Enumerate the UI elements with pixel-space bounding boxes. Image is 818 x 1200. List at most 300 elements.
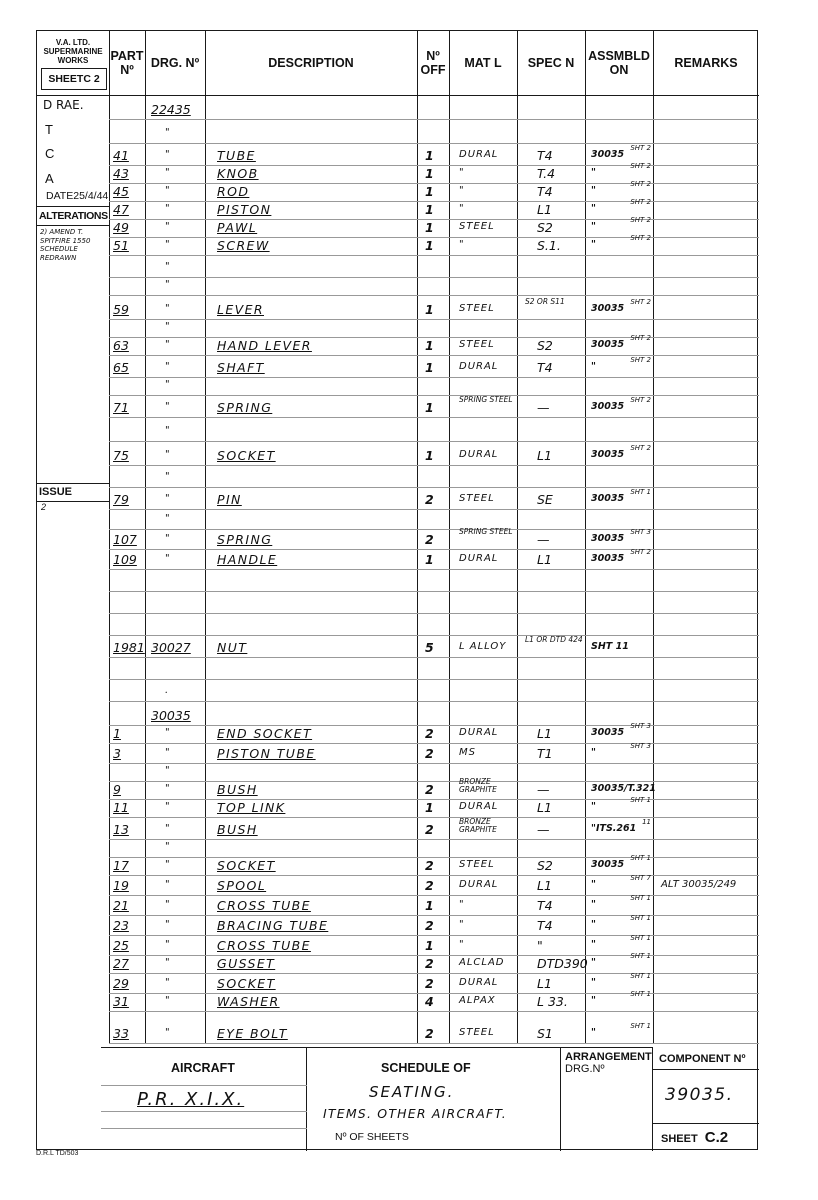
cell-sht: SHT 1 [630, 1022, 651, 1030]
header-no-off [417, 31, 449, 95]
cell-matl: DURAL [459, 879, 499, 890]
cell-drg: " [165, 361, 170, 372]
sidebar-drae: D RAE. [43, 98, 84, 112]
cell-part: 63 [113, 338, 129, 353]
cell-assm: " [591, 1027, 596, 1038]
cell-drg: " [165, 379, 170, 390]
cell-off: 2 [425, 782, 434, 797]
row-rule [109, 679, 759, 680]
cell-drg: " [165, 149, 170, 160]
cell-drg: " [165, 823, 170, 834]
cell-sht: SHT 3 [630, 742, 651, 750]
cell-off: 2 [425, 726, 434, 741]
cell-assm: " [591, 879, 596, 890]
cell-off: 2 [425, 858, 434, 873]
arrangement-line: DRG.Nº [565, 1063, 605, 1075]
cell-part: 71 [113, 400, 129, 415]
cell-drg: " [165, 957, 170, 968]
cell-matl: DURAL [459, 449, 499, 460]
cell-drg: " [165, 449, 170, 460]
cell-spec: S2 [537, 338, 553, 353]
footer-schedule-label: SCHEDULE OF [381, 1061, 471, 1075]
cell-part: 41 [113, 148, 129, 163]
sidebar-c: C [45, 146, 55, 161]
cell-off: 2 [425, 976, 434, 991]
cell-drg: 30027 [151, 640, 191, 655]
cell-desc: BUSH [217, 822, 258, 837]
cell-spec: — [537, 400, 550, 415]
cell-sht: SHT 2 [630, 216, 651, 224]
footer-schedule-value: SEATING. [369, 1083, 455, 1101]
sidebar-rule [37, 483, 109, 484]
row-rule [109, 201, 759, 202]
cell-drg: " [165, 221, 170, 232]
row-rule [109, 763, 759, 764]
cell-matl: " [459, 919, 465, 930]
cell-assm: 30035/T.321 [591, 783, 656, 794]
cell-drg: " [165, 747, 170, 758]
sidebar-rule [37, 206, 109, 207]
cell-assm: 30035 [591, 553, 625, 564]
cell-matl: ALCLAD [459, 957, 505, 968]
cell-assm: 30035 [591, 339, 625, 350]
cell-drg: " [165, 899, 170, 910]
cell-part: 31 [113, 994, 129, 1009]
cell-desc: HANDLE [217, 552, 278, 567]
cell-drg: " [165, 533, 170, 544]
cell-matl: SPRING STEEL [459, 527, 513, 536]
cell-part: 79 [113, 492, 129, 507]
cell-assm: SHT 11 [591, 641, 629, 652]
cell-matl: L ALLOY [459, 641, 507, 652]
cell-desc: SHAFT [217, 360, 265, 375]
cell-off: 2 [425, 878, 434, 893]
cell-off: 2 [425, 492, 434, 507]
row-rule [109, 857, 759, 858]
cell-off: 5 [425, 640, 434, 655]
cell-part: 107 [113, 532, 137, 547]
cell-sht: SHT 2 [630, 356, 651, 364]
cell-spec: S1 [537, 1026, 553, 1041]
sidebar-a: A [45, 171, 54, 186]
cell-part: 47 [113, 202, 129, 217]
cell-assm: " [591, 747, 596, 758]
cell-desc: KNOB [217, 166, 259, 181]
cell-matl: DURAL [459, 801, 499, 812]
cell-sht: SHT 3 [630, 528, 651, 536]
row-rule [109, 973, 759, 974]
row-rule [109, 165, 759, 166]
cell-drg: " [165, 261, 170, 272]
cell-matl: SPRING STEEL [459, 395, 513, 404]
cell-part: 21 [113, 898, 129, 913]
cell-part: 45 [113, 184, 129, 199]
cell-spec: L1 OR DTD 424 [525, 635, 583, 644]
cell-matl: STEEL [459, 303, 495, 314]
cell-matl: " [459, 899, 465, 910]
cell-matl: STEEL [459, 859, 495, 870]
header-spec: SPEC N [527, 55, 575, 70]
row-rule [109, 1011, 759, 1012]
footer-aircraft-value: P.R. X.I.X. [137, 1089, 245, 1110]
cell-assm: "ITS.261 [591, 823, 637, 834]
header-rule [109, 95, 759, 96]
cell-matl: STEEL [459, 493, 495, 504]
header-rule [37, 95, 109, 96]
cell-drg: " [165, 553, 170, 564]
header-part-no [109, 31, 145, 95]
cell-drg: " [165, 425, 170, 436]
cell-off: 2 [425, 532, 434, 547]
cell-off: 1 [425, 184, 434, 199]
cell-spec: T4 [537, 898, 553, 913]
row-rule [109, 183, 759, 184]
cell-spec: L 33. [537, 994, 568, 1009]
cell-spec: T4 [537, 148, 553, 163]
cell-part: 51 [113, 238, 129, 253]
cell-off: 4 [425, 994, 434, 1009]
cell-drg: 30035 [151, 708, 191, 723]
cell-desc: TUBE [217, 148, 256, 163]
cell-off: 2 [425, 918, 434, 933]
cell-off: 2 [425, 746, 434, 761]
cell-part: 19 [113, 878, 129, 893]
company-line: V.A. LTD. [55, 37, 91, 47]
cell-matl: DURAL [459, 727, 499, 738]
row-rule [109, 237, 759, 238]
cell-desc: SCREW [217, 238, 270, 253]
footer-component-rule [653, 1069, 759, 1070]
cell-sht: SHT 2 [630, 298, 651, 306]
cell-spec: L1 [537, 726, 552, 741]
cell-sht: SHT 2 [630, 234, 651, 242]
cell-part: 1 [113, 726, 121, 741]
cell-drg: " [165, 401, 170, 412]
header-text: ASSMBLD [588, 48, 650, 63]
cell-assm: " [591, 801, 596, 812]
footer-arrangement-label [565, 1051, 652, 1075]
row-rule [109, 377, 759, 378]
cell-sht: SHT 1 [630, 854, 651, 862]
row-rule [109, 395, 759, 396]
cell-spec: L1 [537, 800, 552, 815]
row-rule [109, 277, 759, 278]
cell-part: 49 [113, 220, 129, 235]
cell-drg: " [165, 303, 170, 314]
cell-desc: SOCKET [217, 858, 276, 873]
cell-assm: 30035 [591, 533, 625, 544]
cell-sht: SHT 2 [630, 180, 651, 188]
row-rule [109, 635, 759, 636]
cell-drg: " [165, 471, 170, 482]
cell-spec: T4 [537, 918, 553, 933]
row-rule [109, 219, 759, 220]
cell-part: 43 [113, 166, 129, 181]
cell-drg: " [165, 185, 170, 196]
row-rule [109, 119, 759, 120]
cell-spec: T4 [537, 184, 553, 199]
cell-sht: SHT 3 [630, 722, 651, 730]
cell-drg: " [165, 879, 170, 890]
cell-drg: " [165, 167, 170, 178]
cell-drg: " [165, 977, 170, 988]
cell-assm: 30035 [591, 303, 625, 314]
cell-sht: SHT 1 [630, 894, 651, 902]
cell-off: 1 [425, 202, 434, 217]
cell-off: 1 [425, 800, 434, 815]
cell-assm: " [591, 203, 596, 214]
row-rule [109, 319, 759, 320]
cell-drg: " [165, 919, 170, 930]
row-rule [109, 781, 759, 782]
cell-drg: " [165, 279, 170, 290]
row-rule [109, 487, 759, 488]
cell-part: 1981 [113, 640, 145, 655]
cell-spec: L1 [537, 976, 552, 991]
cell-assm: " [591, 939, 596, 950]
cell-assm: 30035 [591, 727, 625, 738]
header-assmbld-on [585, 31, 653, 95]
company-block [37, 31, 109, 71]
cell-matl: DURAL [459, 553, 499, 564]
cell-off: 2 [425, 956, 434, 971]
cell-sht: SHT 7 [630, 874, 651, 882]
cell-matl: STEEL [459, 339, 495, 350]
row-rule [109, 935, 759, 936]
sidebar-date: DATE25/4/44 [46, 190, 109, 202]
cell-off: 1 [425, 360, 434, 375]
cell-sht: SHT 1 [630, 914, 651, 922]
cell-assm: " [591, 957, 596, 968]
cell-part: 25 [113, 938, 129, 953]
sidebar-issue: ISSUE [39, 486, 73, 498]
cell-sht: 11 [642, 818, 651, 826]
form-code: D.R.L TD/503 [36, 1150, 79, 1157]
cell-sht: SHT 2 [630, 162, 651, 170]
cell-assm: 30035 [591, 493, 625, 504]
cell-assm: " [591, 167, 596, 178]
cell-off: 1 [425, 302, 434, 317]
alteration-note: SCHEDULE [40, 245, 78, 253]
cell-desc: ROD [217, 184, 250, 199]
cell-desc: SPOOL [217, 878, 267, 893]
cell-drg: " [165, 841, 170, 852]
cell-part: 29 [113, 976, 129, 991]
cell-desc: BRACING TUBE [217, 918, 329, 933]
cell-desc: SOCKET [217, 976, 276, 991]
cell-spec: S.1. [537, 238, 561, 253]
header-text: OFF [420, 63, 446, 77]
cell-sht: SHT 1 [630, 972, 651, 980]
cell-drg: " [165, 239, 170, 250]
cell-remarks: ALT 30035/249 [661, 879, 737, 890]
row-rule [109, 569, 759, 570]
cell-assm: 30035 [591, 859, 625, 870]
cell-part: 17 [113, 858, 129, 873]
row-rule [109, 915, 759, 916]
cell-sht: SHT 1 [630, 488, 651, 496]
cell-off: 1 [425, 938, 434, 953]
cell-desc: PISTON [217, 202, 272, 217]
row-rule [109, 417, 759, 418]
cell-drg: " [165, 1027, 170, 1038]
cell-drg: " [165, 127, 170, 138]
cell-sht: SHT 2 [630, 334, 651, 342]
row-rule [109, 295, 759, 296]
footer-no-of-sheets: Nº OF SHEETS [335, 1131, 409, 1143]
cell-sht: SHT 2 [630, 144, 651, 152]
cell-assm: " [591, 919, 596, 930]
cell-desc: NUT [217, 640, 248, 655]
row-rule [109, 591, 759, 592]
company-line: SUPERMARINE [43, 46, 103, 56]
cell-desc: GUSSET [217, 956, 276, 971]
header-description: DESCRIPTION [268, 55, 354, 70]
cell-spec: T.4 [537, 166, 556, 181]
cell-desc: EYE BOLT [217, 1026, 288, 1041]
cell-desc: SPRING [217, 532, 273, 547]
company-line: WORKS [57, 55, 89, 65]
cell-drg: " [165, 513, 170, 524]
cell-off: 1 [425, 338, 434, 353]
cell-spec: DTD390 [537, 956, 588, 971]
cell-drg: " [165, 783, 170, 794]
cell-part: 65 [113, 360, 129, 375]
footer-schedule-value-2: ITEMS. OTHER AIRCRAFT. [323, 1106, 507, 1121]
cell-spec: T1 [537, 746, 553, 761]
cell-off: 2 [425, 822, 434, 837]
cell-assm: 30035 [591, 401, 625, 412]
sidebar-issue-value: 2 [41, 502, 47, 512]
footer-sheet-value: C.2 [704, 1129, 729, 1146]
cell-drg: " [165, 859, 170, 870]
cell-sht: SHT 2 [630, 444, 651, 452]
cell-part: 13 [113, 822, 129, 837]
row-rule [109, 1043, 759, 1044]
cell-desc: END SOCKET [217, 726, 313, 741]
cell-spec: — [537, 782, 550, 797]
sidebar-rule [37, 225, 109, 226]
cell-assm: " [591, 361, 596, 372]
cell-spec: S2 [537, 220, 553, 235]
cell-matl: BRONZE GRAPHITE [459, 777, 497, 794]
cell-part: 33 [113, 1026, 129, 1041]
arrangement-line: ARRANGEMENT [565, 1051, 652, 1063]
cell-matl: DURAL [459, 149, 499, 160]
cell-spec: L1 [537, 552, 552, 567]
cell-matl: STEEL [459, 1027, 495, 1038]
cell-part: 109 [113, 552, 137, 567]
footer-sheet [661, 1129, 728, 1146]
cell-drg: 22435 [151, 102, 191, 117]
cell-spec: SE [537, 492, 553, 507]
cell-off: 1 [425, 400, 434, 415]
row-rule [109, 799, 759, 800]
footer-aircraft-rule [101, 1128, 307, 1129]
cell-desc: HAND LEVER [217, 338, 312, 353]
row-rule [109, 143, 759, 144]
cell-spec: L1 [537, 878, 552, 893]
alteration-note: 2) AMEND T. [40, 228, 84, 236]
cell-drg: " [165, 727, 170, 738]
cell-drg: . [165, 685, 169, 696]
header-drg-no: DRG. Nº [150, 55, 200, 70]
cell-matl: " [459, 203, 465, 214]
cell-drg: " [165, 203, 170, 214]
cell-matl: " [459, 167, 465, 178]
cell-part: 11 [113, 800, 129, 815]
cell-off: 1 [425, 220, 434, 235]
footer-aircraft-label: AIRCRAFT [171, 1061, 235, 1075]
cell-drg: " [165, 339, 170, 350]
cell-matl: BRONZE GRAPHITE [459, 817, 497, 834]
cell-spec: " [537, 938, 543, 953]
cell-desc: PISTON TUBE [217, 746, 316, 761]
cell-assm: " [591, 995, 596, 1006]
cell-desc: WASHER [217, 994, 280, 1009]
cell-drg: " [165, 321, 170, 332]
cell-off: 2 [425, 1026, 434, 1041]
header-text: ON [609, 63, 629, 77]
cell-drg: " [165, 939, 170, 950]
row-rule [109, 875, 759, 876]
row-rule [109, 701, 759, 702]
cell-assm: 30035 [591, 449, 625, 460]
cell-spec: L1 [537, 448, 552, 463]
cell-spec: — [537, 532, 550, 547]
cell-off: 1 [425, 898, 434, 913]
cell-spec: L1 [537, 202, 552, 217]
footer-component-rule [653, 1123, 759, 1124]
row-rule [109, 839, 759, 840]
cell-matl: " [459, 939, 465, 950]
cell-assm: 30035 [591, 149, 625, 160]
sidebar-t: T [45, 122, 53, 137]
cell-matl: DURAL [459, 977, 499, 988]
cell-sht: SHT 2 [630, 548, 651, 556]
cell-spec: — [537, 822, 550, 837]
row-rule [109, 441, 759, 442]
cell-drg: " [165, 765, 170, 776]
cell-sht: SHT 2 [630, 396, 651, 404]
cell-matl: DURAL [459, 361, 499, 372]
row-rule [109, 355, 759, 356]
cell-part: 3 [113, 746, 121, 761]
cell-drg: " [165, 801, 170, 812]
row-rule [109, 955, 759, 956]
cell-desc: TOP LINK [217, 800, 286, 815]
header-remarks: REMARKS [674, 55, 738, 70]
cell-desc: SOCKET [217, 448, 276, 463]
row-rule [109, 465, 759, 466]
cell-desc: BUSH [217, 782, 258, 797]
cell-desc: CROSS TUBE [217, 938, 311, 953]
cell-part: 75 [113, 448, 129, 463]
cell-spec: S2 OR S11 [525, 297, 565, 306]
schedule-sheet [36, 30, 758, 1150]
footer-aircraft-rule [101, 1085, 307, 1086]
footer-component-label: COMPONENT Nº [659, 1053, 746, 1065]
footer-component-value: 39035. [665, 1085, 734, 1105]
cell-desc: LEVER [217, 302, 264, 317]
row-rule [109, 255, 759, 256]
row-rule [109, 337, 759, 338]
cell-desc: SPRING [217, 400, 273, 415]
cell-part: 23 [113, 918, 129, 933]
cell-assm: " [591, 977, 596, 988]
alteration-notes [40, 228, 90, 262]
sheet-box: SHEETC 2 [41, 68, 107, 90]
